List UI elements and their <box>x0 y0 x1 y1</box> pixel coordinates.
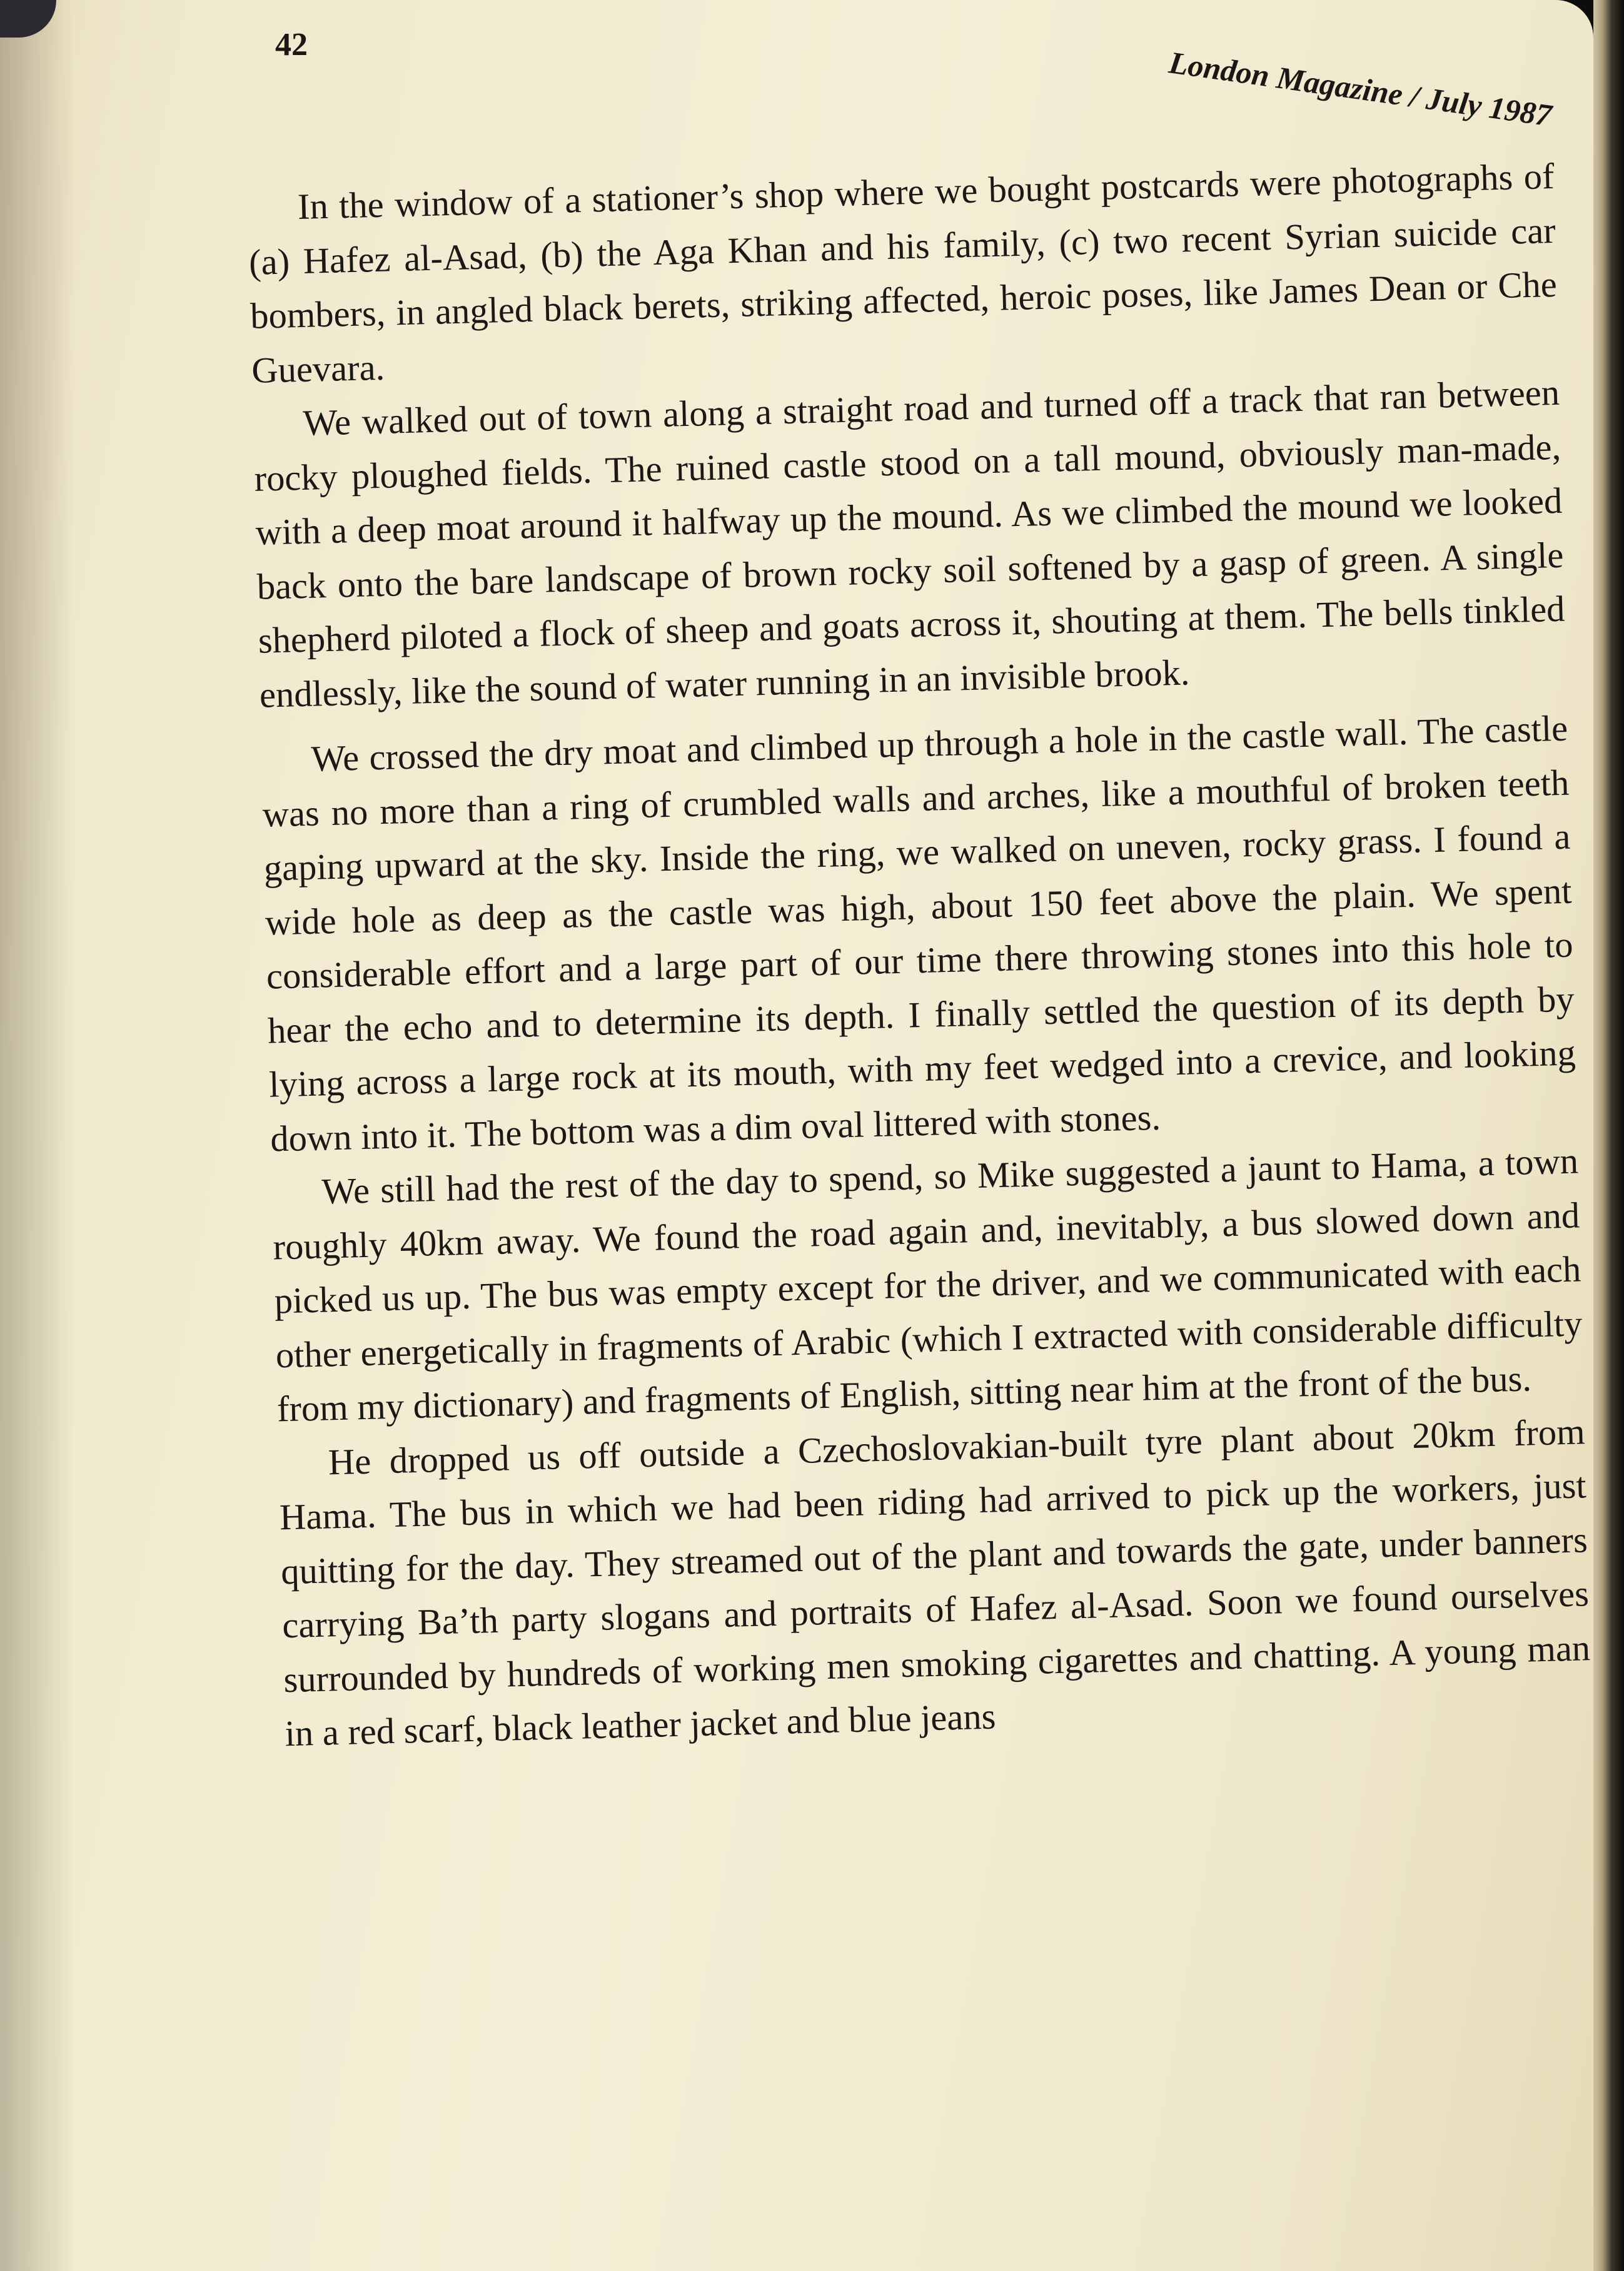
page-gutter-shadow <box>0 0 75 2271</box>
paragraph-4: We still had the rest of the day to spend, so Mike suggested a jaunt to Hama, a town roughly 40km away. We found the road again and, inevitably, a bus slowed down and picked us up. The bus was empty except for the driver, and we communicated with each other energetically in fragments of Arabic (which I extracted with considerable difficulty from my dictionary) and fragments of English, sitting near him at the front of the bus. <box>272 1140 1583 1430</box>
page-number: 42 <box>275 27 308 63</box>
article-body <box>247 149 1593 2201</box>
book-edge <box>1593 0 1624 2271</box>
paragraph-2: We walked out of town along a straight road and turned off a track that ran between rocky ploughed fields. The ruined castle stood on a tall mound, obviously man-made, with a deep moat around it halfway up the mound. As we climbed the mound we looked back onto the bare landscape of brown rocky soil softened by a gasp of green. A single shepherd piloted a flock of sheep and goats across it, shouting at them. The bells tinkled endlessly, like the sound of water running in an invisible brook. <box>253 372 1566 716</box>
paragraph-3: We crossed the dry moat and climbed up through a hole in the castle wall. The castle was no more than a ring of crumbled walls and arches, like a mouthful of broken teeth gaping upward at the sky. Inside the ring, we walked on uneven, rocky grass. I found a wide hole as deep as the castle was high, about 150 feet above the plain. We spent considerable effort and a large part of our time there throwing stones into this hole to hear the echo and to determine its depth. I finally settled the question of its depth by lying across a large rock at its mouth, with my feet wedged into a crevice, and looking down into it. The bottom was a dim oval littered with stones. <box>261 707 1576 1160</box>
running-head: London Magazine / July 1987 <box>1167 44 1554 133</box>
paragraph-5: He dropped us off outside a Czechoslovakian-built tyre plant about 20km from Hama. The bus in which we had been riding had arrived to pick up the workers, just quitting for the day. They streamed out of the plant and towards the gate, under banners carrying Ba’th party slogans and portraits of Hafez al-Asad. Soon we found ourselves surrounded by hundreds of working men smoking cigarettes and chatting. A young man in a red scarf, black leather jacket and blue jeans <box>279 1410 1591 1754</box>
paragraph-1: In the window of a stationer’s shop where we bought postcards were photographs of (a) Hafez al-Asad, (b) the Aga Khan and his family, (c) two recent Syrian suicide car bombers, in angled black berets, striking affected, heroic poses, like James Dean or Che Guevara. <box>248 155 1558 391</box>
